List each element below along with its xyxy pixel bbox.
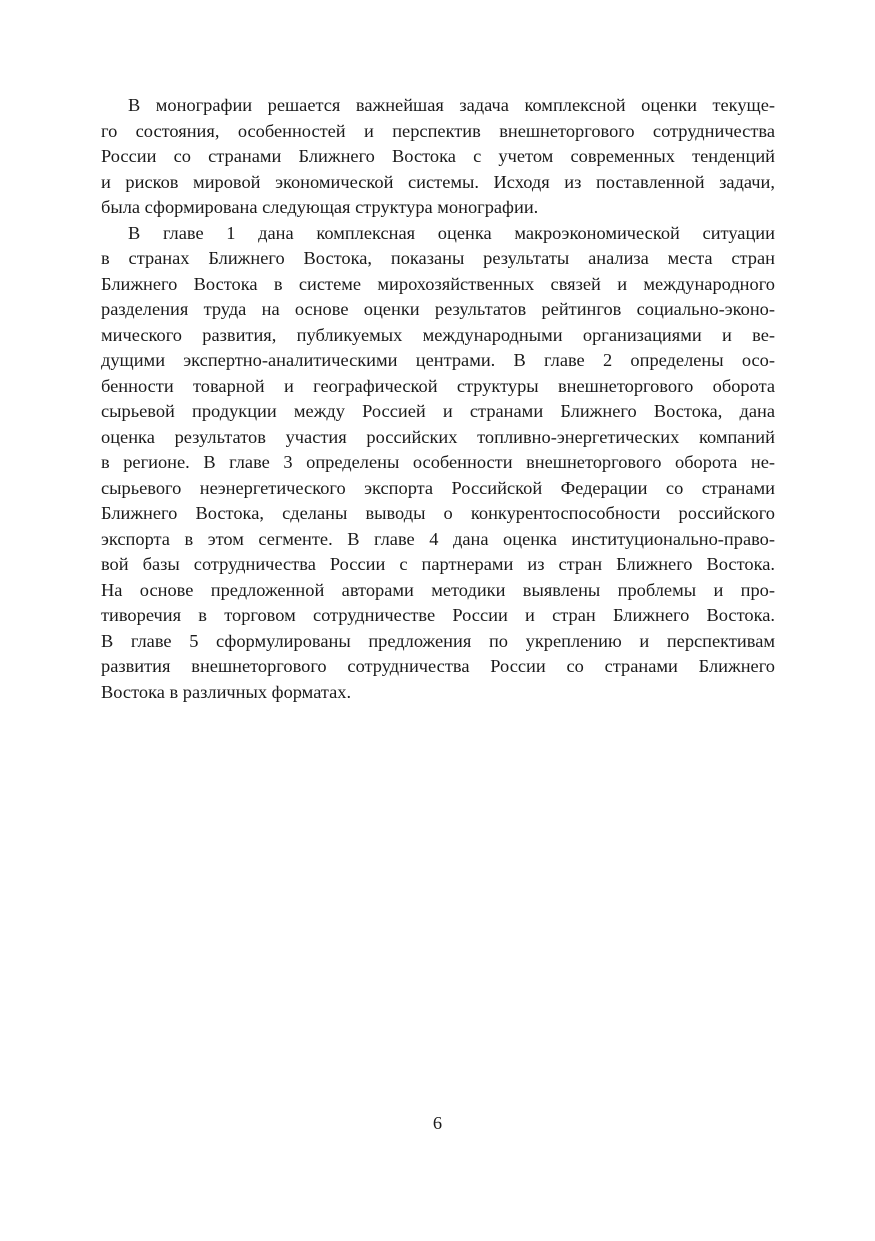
text-line: В монографии решается важнейшая задача комплексной оценки текуще-	[128, 95, 775, 115]
text-line: тиворечия в торговом сотрудничестве России и стран Ближнего Востока.	[101, 605, 775, 625]
text-line: Востока в различных форматах.	[101, 681, 352, 702]
page-number: 6	[432, 1113, 443, 1133]
text-line: На основе предложенной авторами методики выявлены проблемы и про-	[101, 579, 775, 600]
text-line: мического развития, публикуемых международными организациями и ве-	[101, 324, 775, 345]
text-line: вой базы сотрудничества России с партнерами из стран Ближнего Востока.	[101, 554, 775, 574]
text-line: развития внешнеторгового сотрудничества России со странами Ближнего	[101, 656, 775, 676]
text-line: и рисков мировой экономической системы. Исходя из поставленной задачи,	[101, 171, 775, 192]
text-line: бенности товарной и географической структуры внешнеторгового оборота	[101, 375, 775, 396]
paragraph-2	[101, 221, 775, 706]
text-line: В главе 5 сформулированы предложения по укреплению и перспективам	[101, 630, 775, 651]
text-line: разделения труда на основе оценки результатов рейтингов социально-эконо-	[101, 299, 775, 319]
text-line: В главе 1 дана комплексная оценка макроэкономической ситуации	[128, 222, 775, 243]
text-line: экспорта в этом сегменте. В главе 4 дана оценка институционально-право-	[101, 528, 775, 549]
text-line: сырьевой продукции между Россией и странами Ближнего Востока, дана	[101, 401, 775, 421]
text-line: го состояния, особенностей и перспектив внешнеторгового сотрудничества	[101, 120, 775, 141]
text-line: была сформирована следующая структура монографии.	[101, 197, 539, 217]
text-line: Ближнего Востока в системе мирохозяйственных связей и международного	[101, 273, 775, 294]
text-line: дущими экспертно-аналитическими центрами. В главе 2 определены осо-	[101, 350, 775, 370]
text-line: в регионе. В главе 3 определены особенности внешнеторгового оборота не-	[101, 452, 775, 472]
paragraph-1	[101, 93, 775, 221]
text-line: сырьевого неэнергетического экспорта Российской Федерации со странами	[101, 477, 775, 498]
text-line: в странах Ближнего Востока, показаны результаты анализа места стран	[101, 248, 775, 268]
text-line: оценка результатов участия российских топливно-энергетических компаний	[101, 426, 775, 447]
text-line: России со странами Ближнего Востока с учетом современных тенденций	[101, 146, 775, 166]
page-body	[101, 93, 775, 705]
text-line: Ближнего Востока, сделаны выводы о конкурентоспособности российского	[101, 503, 775, 523]
